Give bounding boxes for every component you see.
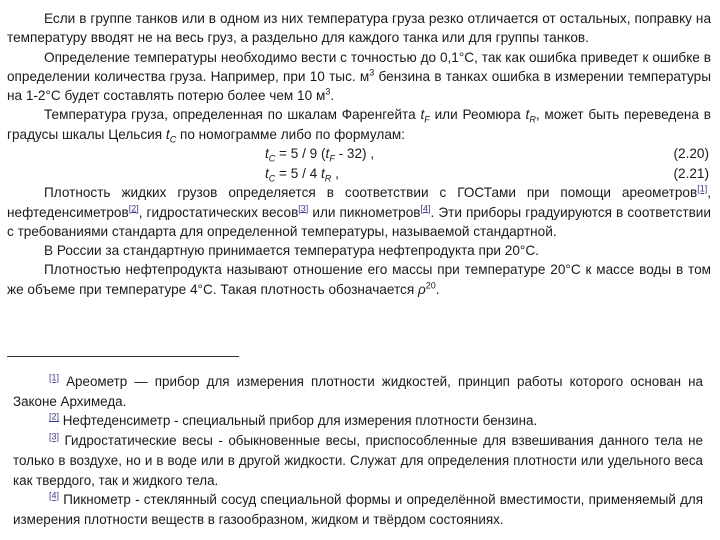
symbol-t: t bbox=[265, 165, 269, 181]
text-run: Плотность жидких грузов определяется в соответствии с ГОСТами при помощи ареометров bbox=[44, 185, 698, 201]
footnote-ref-2[interactable]: [2] bbox=[128, 203, 139, 214]
symbol-t: t bbox=[321, 165, 325, 181]
symbol-t: t bbox=[525, 107, 530, 123]
paragraph-temperature-correction: Если в группе танков или в одном из них температура груза резко отличается от остальных, поправку на температуру вводят не на весь груз, а раздельно для каждого танка или для группы танков. bbox=[7, 11, 711, 46]
formula-expression bbox=[265, 144, 374, 164]
formula-2-21 bbox=[7, 164, 711, 184]
subscript: F bbox=[329, 153, 335, 164]
formula-number: (2.20) bbox=[673, 146, 709, 162]
footnote-ref-1[interactable]: [1] bbox=[697, 183, 708, 194]
symbol-rho: ρ bbox=[417, 281, 426, 297]
footnotes bbox=[13, 372, 703, 530]
text-run: - 32) , bbox=[334, 146, 375, 162]
text-run: по номограмме либо по формулам: bbox=[176, 126, 406, 142]
subscript: F bbox=[424, 115, 430, 126]
footnote-mark[interactable]: [4] bbox=[49, 490, 60, 501]
footnote-1 bbox=[13, 372, 703, 411]
symbol-t: t bbox=[265, 146, 269, 162]
footnote-3 bbox=[13, 431, 703, 490]
formula-number: (2.21) bbox=[673, 165, 709, 181]
symbol-t: t bbox=[165, 126, 170, 142]
paragraph-temperature-accuracy bbox=[7, 48, 711, 106]
text-run: или Реомюра bbox=[429, 107, 526, 123]
footnote-ref-3[interactable]: [3] bbox=[298, 203, 309, 214]
footnote-2 bbox=[13, 411, 703, 431]
footnote-separator bbox=[7, 356, 239, 357]
paragraph-density-definition bbox=[7, 260, 711, 299]
paragraph-standard-temperature: В России за стандартную принимается температура нефтепродукта при 20°С. bbox=[44, 243, 539, 259]
subscript: C bbox=[268, 153, 276, 164]
text-run: . bbox=[330, 88, 335, 104]
text-run: . Эти приборы градуируются в соответствии с требованиями стандарта для определенной температуры, называемой стандартной. bbox=[7, 204, 711, 239]
footnote-4 bbox=[13, 490, 703, 529]
superscript: 20 bbox=[425, 280, 436, 291]
footnote-text: Ареометр — прибор для измерения плотности жидкостей, принцип работы которого основан на Законе Архимеда. bbox=[13, 374, 703, 409]
text-run: = 5 / 4 bbox=[275, 165, 322, 181]
footnote-text: Пикнометр - стеклянный сосуд специальной формы и определённой вместимости, применяемый для измерения плотности веществ в газообразном, жидком и твёрдом состояниях. bbox=[13, 492, 703, 527]
text-run: Плотностью нефтепродукта называют отношение его массы при температуре 20°С к массе воды в том же объеме при температуре 4°С. Такая плотность обозначается bbox=[7, 262, 711, 297]
subscript: R bbox=[324, 173, 332, 184]
text-run: бензина в танках ошибка в измерении температуры на 1-2°С будет составлять потерю более чем 10 м bbox=[7, 68, 711, 104]
footnote-mark[interactable]: [1] bbox=[49, 372, 60, 383]
formula-2-20 bbox=[7, 144, 711, 164]
footnote-text: Гидростатические весы - обыкновенные весы, приспособленные для взвешивания данного тела не только в воздухе, но и в воде или в другой жидкости. Служат для определения плотности или удельного веса как твердого, так и жидкого тела. bbox=[13, 433, 703, 488]
symbol-t: t bbox=[420, 107, 425, 123]
text-run: или пикнометров bbox=[308, 204, 421, 220]
subscript: R bbox=[529, 115, 536, 126]
footnote-ref-4[interactable]: [4] bbox=[420, 203, 431, 214]
footnote-text: Нефтеденсиметр - специальный прибор для измерения плотности бензина. bbox=[59, 413, 538, 429]
superscript: 3 bbox=[325, 86, 331, 97]
text-run: , bbox=[331, 165, 339, 181]
paragraph-temperature-scales bbox=[7, 105, 711, 144]
paragraph-density-instruments bbox=[7, 183, 711, 241]
text-run: , гидростатических весов bbox=[138, 204, 299, 220]
subscript: C bbox=[169, 134, 177, 145]
footnote-mark[interactable]: [2] bbox=[49, 411, 60, 422]
text-run: , может быть переведена в градусы шкалы Цельсия bbox=[7, 107, 711, 142]
text-run: . bbox=[435, 281, 440, 297]
superscript: 3 bbox=[369, 67, 375, 78]
symbol-t: t bbox=[325, 146, 330, 162]
text-run: , нефтеденсиметров bbox=[7, 185, 711, 220]
subscript: C bbox=[268, 173, 276, 184]
text-run: Температура груза, определенная по шкалам Фаренгейта bbox=[44, 107, 421, 123]
document-body bbox=[7, 9, 711, 299]
footnote-mark[interactable]: [3] bbox=[49, 431, 60, 442]
text-run: = 5 / 9 ( bbox=[275, 146, 326, 162]
formula-expression bbox=[265, 164, 339, 184]
text-run: Определение температуры необходимо вести с точностью до 0,1°С, так как ошибка приведет к ошибке в определении количества груза. Например, при 10 тыс. м bbox=[7, 49, 711, 84]
